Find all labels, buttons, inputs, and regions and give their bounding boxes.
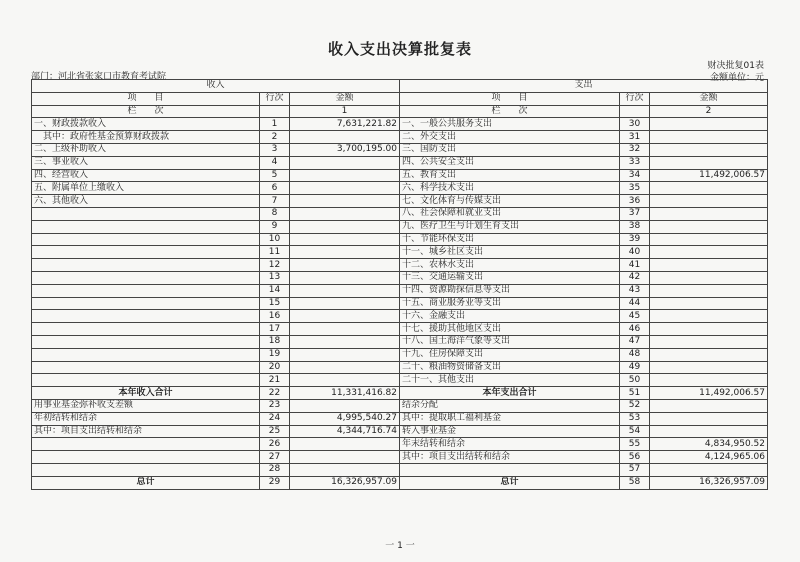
expense-item: 其中：项目支出结转和结余	[400, 451, 620, 464]
table-row	[32, 284, 768, 297]
expense-item: 九、医疗卫生与计划生育支出	[400, 220, 620, 233]
income-row-number: 23	[260, 399, 290, 412]
income-row-number: 2	[260, 131, 290, 144]
income-amount: 7,631,221.82	[290, 118, 400, 131]
income-amount	[290, 323, 400, 336]
income-item	[32, 207, 260, 220]
income-amount: 4,995,540.27	[290, 412, 400, 425]
expense-row-number: 30	[620, 118, 650, 131]
expense-amount	[650, 310, 768, 323]
table-row	[32, 169, 768, 182]
expense-item: 十六、金融支出	[400, 310, 620, 323]
expense-item: 十二、农林水支出	[400, 259, 620, 272]
expense-row-number: 42	[620, 271, 650, 284]
income-item	[32, 297, 260, 310]
table-row	[32, 335, 768, 348]
expense-column-label: 栏 次	[400, 105, 620, 118]
department-label: 部门：河北省张家口市教育考试院	[31, 72, 167, 82]
income-amount	[290, 399, 400, 412]
income-total-amount: 16,326,957.09	[290, 476, 400, 489]
budget-table-body	[32, 80, 768, 490]
expense-item	[400, 463, 620, 476]
expense-amount	[650, 374, 768, 387]
income-row-number: 27	[260, 451, 290, 464]
expense-amount	[650, 399, 768, 412]
income-amount	[290, 156, 400, 169]
expense-item: 八、社会保障和就业支出	[400, 207, 620, 220]
expense-total-row-number: 58	[620, 476, 650, 489]
expense-item: 二、外交支出	[400, 131, 620, 144]
income-amount: 3,700,195.00	[290, 143, 400, 156]
expense-row-number: 52	[620, 399, 650, 412]
income-amount	[290, 207, 400, 220]
header-row-columns	[32, 92, 768, 105]
expense-row-number: 35	[620, 182, 650, 195]
income-item: 六、其他收入	[32, 195, 260, 208]
income-amount	[290, 271, 400, 284]
income-amount	[290, 220, 400, 233]
table-row	[32, 143, 768, 156]
header-row-section	[32, 80, 768, 93]
expense-item: 一、一般公共服务支出	[400, 118, 620, 131]
income-row-number: 5	[260, 169, 290, 182]
income-row-number: 3	[260, 143, 290, 156]
expense-item: 转入事业基金	[400, 425, 620, 438]
expense-row-number: 38	[620, 220, 650, 233]
expense-amount	[650, 463, 768, 476]
income-row-number: 14	[260, 284, 290, 297]
table-row	[32, 233, 768, 246]
income-item	[32, 451, 260, 464]
budget-table	[31, 79, 768, 490]
income-total-amount: 11,331,416.82	[290, 387, 400, 400]
income-row-number: 13	[260, 271, 290, 284]
expense-row-number: 36	[620, 195, 650, 208]
income-item	[32, 284, 260, 297]
income-amount	[290, 131, 400, 144]
income-item: 一、财政拨款收入	[32, 118, 260, 131]
income-item	[32, 233, 260, 246]
table-row	[32, 220, 768, 233]
income-amount-header: 金额	[290, 92, 400, 105]
expense-section-header: 支出	[400, 80, 768, 93]
table-row	[32, 310, 768, 323]
page-number: 一 1 一	[385, 541, 415, 551]
income-row-number: 24	[260, 412, 290, 425]
expense-column-blank	[620, 105, 650, 118]
expense-amount	[650, 246, 768, 259]
income-item	[32, 259, 260, 272]
expense-row-number: 45	[620, 310, 650, 323]
table-row	[32, 131, 768, 144]
expense-column-number: 2	[650, 105, 768, 118]
expense-amount	[650, 220, 768, 233]
income-row-number: 15	[260, 297, 290, 310]
balance-row	[32, 412, 768, 425]
expense-item: 十四、资源勘探信息等支出	[400, 284, 620, 297]
expense-amount	[650, 156, 768, 169]
income-column-blank	[260, 105, 290, 118]
expense-amount	[650, 143, 768, 156]
expense-item: 二十、粮油物资储备支出	[400, 361, 620, 374]
table-row	[32, 156, 768, 169]
balance-row	[32, 451, 768, 464]
income-row-number: 17	[260, 323, 290, 336]
expense-amount	[650, 335, 768, 348]
income-total-row-number: 22	[260, 387, 290, 400]
expense-row-number: 37	[620, 207, 650, 220]
form-code: 财决批复01表	[707, 61, 764, 71]
income-item: 用事业基金弥补收支差额	[32, 399, 260, 412]
income-item	[32, 246, 260, 259]
table-row	[32, 195, 768, 208]
expense-amount	[650, 284, 768, 297]
income-item: 四、经营收入	[32, 169, 260, 182]
income-amount	[290, 438, 400, 451]
expense-row-number: 41	[620, 259, 650, 272]
table-row	[32, 374, 768, 387]
income-row-number: 26	[260, 438, 290, 451]
income-column-number: 1	[290, 105, 400, 118]
income-item: 其中：项目支出结转和结余	[32, 425, 260, 438]
expense-amount: 4,834,950.52	[650, 438, 768, 451]
expense-row-number: 50	[620, 374, 650, 387]
income-item: 年初结转和结余	[32, 412, 260, 425]
income-total-row-number: 29	[260, 476, 290, 489]
income-amount	[290, 361, 400, 374]
expense-rowno-header: 行次	[620, 92, 650, 105]
expense-row-number: 33	[620, 156, 650, 169]
expense-amount	[650, 297, 768, 310]
income-row-number: 25	[260, 425, 290, 438]
expense-item: 五、教育支出	[400, 169, 620, 182]
expense-amount	[650, 195, 768, 208]
expense-item: 六、科学技术支出	[400, 182, 620, 195]
expense-row-number: 31	[620, 131, 650, 144]
income-rowno-header: 行次	[260, 92, 290, 105]
expense-amount	[650, 412, 768, 425]
income-item	[32, 220, 260, 233]
income-item: 三、事业收入	[32, 156, 260, 169]
expense-item: 结余分配	[400, 399, 620, 412]
table-row	[32, 259, 768, 272]
expense-amount	[650, 207, 768, 220]
expense-total-amount: 11,492,006.57	[650, 387, 768, 400]
income-row-number: 12	[260, 259, 290, 272]
income-amount	[290, 195, 400, 208]
income-column-label: 栏 次	[32, 105, 260, 118]
income-amount	[290, 463, 400, 476]
income-item-header: 项 目	[32, 92, 260, 105]
expense-amount	[650, 131, 768, 144]
income-item	[32, 310, 260, 323]
expense-row-number: 43	[620, 284, 650, 297]
expense-amount: 11,492,006.57	[650, 169, 768, 182]
income-row-number: 8	[260, 207, 290, 220]
income-amount	[290, 259, 400, 272]
table-row	[32, 182, 768, 195]
income-amount	[290, 310, 400, 323]
income-amount	[290, 284, 400, 297]
table-row	[32, 323, 768, 336]
expense-total-amount: 16,326,957.09	[650, 476, 768, 489]
expense-amount	[650, 118, 768, 131]
expense-item: 七、文化体育与传媒支出	[400, 195, 620, 208]
expense-item: 年末结转和结余	[400, 438, 620, 451]
expense-total-label: 总计	[400, 476, 620, 489]
income-total-label: 本年收入合计	[32, 387, 260, 400]
expense-item: 三、国防支出	[400, 143, 620, 156]
income-row-number: 4	[260, 156, 290, 169]
income-item	[32, 335, 260, 348]
expense-amount	[650, 182, 768, 195]
income-amount	[290, 348, 400, 361]
income-item	[32, 374, 260, 387]
table-row	[32, 348, 768, 361]
expense-amount	[650, 259, 768, 272]
table-row	[32, 246, 768, 259]
income-row-number: 16	[260, 310, 290, 323]
income-row-number: 6	[260, 182, 290, 195]
income-row-number: 1	[260, 118, 290, 131]
income-row-number: 11	[260, 246, 290, 259]
expense-row-number: 49	[620, 361, 650, 374]
table-row	[32, 207, 768, 220]
expense-row-number: 46	[620, 323, 650, 336]
report-title: 收入支出决算批复表	[327, 40, 472, 58]
expense-total-row-number: 51	[620, 387, 650, 400]
expense-row-number: 56	[620, 451, 650, 464]
expense-item: 十五、商业服务业等支出	[400, 297, 620, 310]
expense-row-number: 34	[620, 169, 650, 182]
income-amount	[290, 182, 400, 195]
expense-item: 十九、住房保障支出	[400, 348, 620, 361]
balance-row	[32, 463, 768, 476]
expense-row-number: 44	[620, 297, 650, 310]
amount-unit: 金额单位：元	[709, 73, 764, 83]
expense-row-number: 47	[620, 335, 650, 348]
income-row-number: 10	[260, 233, 290, 246]
income-row-number: 18	[260, 335, 290, 348]
expense-amount	[650, 425, 768, 438]
income-item: 其中：政府性基金预算财政拨款	[32, 131, 260, 144]
expense-item: 十八、国土海洋气象等支出	[400, 335, 620, 348]
table-row	[32, 297, 768, 310]
income-amount: 4,344,716.74	[290, 425, 400, 438]
expense-total-label: 本年支出合计	[400, 387, 620, 400]
income-row-number: 19	[260, 348, 290, 361]
income-item	[32, 323, 260, 336]
header-row-column-numbers	[32, 105, 768, 118]
balance-row	[32, 438, 768, 451]
income-item: 二、上级补助收入	[32, 143, 260, 156]
expense-item: 十七、援助其他地区支出	[400, 323, 620, 336]
income-item	[32, 348, 260, 361]
expense-item: 四、公共安全支出	[400, 156, 620, 169]
balance-row	[32, 425, 768, 438]
grand-total-row	[32, 476, 768, 489]
expense-row-number: 54	[620, 425, 650, 438]
expense-amount	[650, 323, 768, 336]
expense-item: 其中：提取职工福利基金	[400, 412, 620, 425]
annual-total-row	[32, 387, 768, 400]
expense-row-number: 53	[620, 412, 650, 425]
expense-item: 十、节能环保支出	[400, 233, 620, 246]
expense-row-number: 57	[620, 463, 650, 476]
income-amount	[290, 169, 400, 182]
income-row-number: 20	[260, 361, 290, 374]
income-row-number: 9	[260, 220, 290, 233]
expense-amount	[650, 233, 768, 246]
expense-amount	[650, 348, 768, 361]
income-row-number: 7	[260, 195, 290, 208]
income-amount	[290, 374, 400, 387]
table-row	[32, 118, 768, 131]
expense-row-number: 40	[620, 246, 650, 259]
income-section-header: 收入	[32, 80, 400, 93]
income-amount	[290, 335, 400, 348]
expense-item-header: 项 目	[400, 92, 620, 105]
expense-item: 十三、交通运输支出	[400, 271, 620, 284]
income-amount	[290, 451, 400, 464]
income-item	[32, 271, 260, 284]
income-item	[32, 438, 260, 451]
expense-amount-header: 金额	[650, 92, 768, 105]
income-item	[32, 463, 260, 476]
expense-item: 十一、城乡社区支出	[400, 246, 620, 259]
expense-row-number: 48	[620, 348, 650, 361]
income-amount	[290, 233, 400, 246]
income-amount	[290, 297, 400, 310]
expense-amount	[650, 361, 768, 374]
expense-row-number: 55	[620, 438, 650, 451]
balance-row	[32, 399, 768, 412]
income-item	[32, 361, 260, 374]
expense-amount: 4,124,965.06	[650, 451, 768, 464]
expense-row-number: 32	[620, 143, 650, 156]
expense-amount	[650, 271, 768, 284]
income-amount	[290, 246, 400, 259]
income-row-number: 28	[260, 463, 290, 476]
table-row	[32, 361, 768, 374]
income-row-number: 21	[260, 374, 290, 387]
expense-row-number: 39	[620, 233, 650, 246]
income-item: 五、附属单位上缴收入	[32, 182, 260, 195]
table-row	[32, 271, 768, 284]
expense-item: 二十一、其他支出	[400, 374, 620, 387]
income-total-label: 总计	[32, 476, 260, 489]
